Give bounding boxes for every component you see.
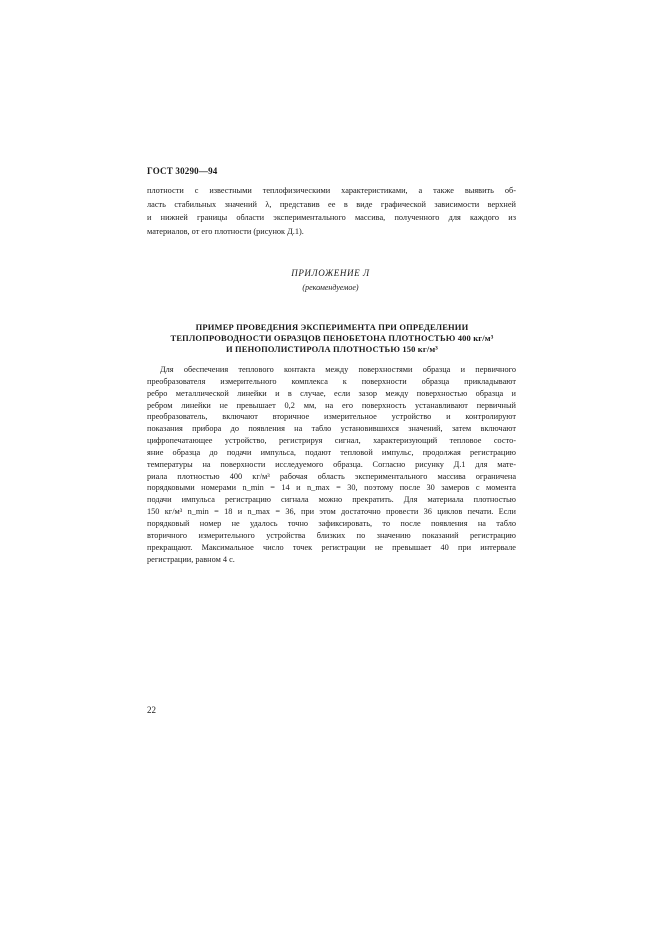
paragraph-line: подачи импульса регистрацию сигнала можно прекратить. Для материала плотностью — [147, 495, 516, 505]
paragraph-line: ребро металлической линейки и в случае, если зазор между поверхностью образца и — [147, 388, 516, 398]
paragraph-line: преобразователя измерительного комплекса к поверхности образца прикладывают — [147, 376, 516, 386]
appendix-subtitle: (рекомендуемое) — [302, 283, 359, 292]
paragraph-line: ласть стабильных значений λ, представив ее в виде графической зависимости верхней — [147, 199, 516, 209]
paragraph-line: вторичного измерительного устройства близких по значению показаний регистрацию — [147, 530, 516, 540]
paragraph-line: порядковыми номерами n_min = 14 и n_max = 30, поэтому после 30 замеров с момента — [147, 483, 516, 493]
paragraph-line: риала плотностью 400 кг/м³ рабочая область экспериментального массива ограничена — [147, 471, 516, 481]
body-paragraph — [147, 364, 516, 565]
heading-line: ПРИМЕР ПРОВЕДЕНИЯ ЭКСПЕРИМЕНТА ПРИ ОПРЕДЕЛЕНИИ — [195, 322, 469, 332]
continuation-paragraph — [147, 184, 516, 238]
paragraph-line: регистрации, равном 4 с. — [147, 554, 235, 564]
paragraph-line: преобразователь, включают вторичное измерительное устройство и контролируют — [147, 412, 516, 422]
document-standard-header: ГОСТ 30290—94 — [147, 166, 218, 176]
paragraph-line: яние образца до подачи импульса, подают тепловой импульс, продолжая регистрацию — [147, 447, 516, 457]
paragraph-line: Для обеспечения теплового контакта между поверхностями образца и первичного — [160, 365, 516, 374]
appendix-title: ПРИЛОЖЕНИЕ Л — [291, 268, 370, 278]
paragraph-line: порядковый номер не удалось точно зафиксировать, то после появления на табло — [147, 518, 516, 528]
section-heading — [140, 322, 524, 356]
heading-line: И ПЕНОПОЛИСТИРОЛА ПЛОТНОСТЬЮ 150 кг/м³ — [225, 344, 439, 355]
paragraph-line: плотности с известными теплофизическими характеристиками, а также выявить об- — [147, 186, 516, 195]
paragraph-line: показания прибора до появления на табло установившихся значений, затем включают — [147, 424, 516, 434]
paragraph-line: материалов, от его плотности (рисунок Д.1). — [147, 226, 304, 236]
page-number: 22 — [147, 705, 156, 715]
paragraph-line: температуры на поверхности исследуемого образца. Согласно рисунку Д.1 для мате- — [147, 459, 516, 469]
paragraph-line: прекращают. Максимальное число точек регистрации не превышает 40 при интервале — [147, 542, 516, 552]
paragraph-line: 150 кг/м³ n_min = 18 и n_max = 36, при этом достаточно провести 36 циклов печати. Если — [147, 507, 516, 517]
paragraph-line: цифропечатающее устройство, регистрируя сигнал, характеризующий тепловое состо- — [147, 436, 516, 446]
paragraph-line: и нижней границы области экспериментального массива, полученного для каждого из — [147, 213, 516, 223]
paragraph-line: ребром линейки не превышает 0,2 мм, на его поверхность устанавливают первичный — [147, 400, 516, 410]
heading-line: ТЕПЛОПРОВОДНОСТИ ОБРАЗЦОВ ПЕНОБЕТОНА ПЛОТНОСТЬЮ 400 кг/м³ — [170, 333, 494, 344]
